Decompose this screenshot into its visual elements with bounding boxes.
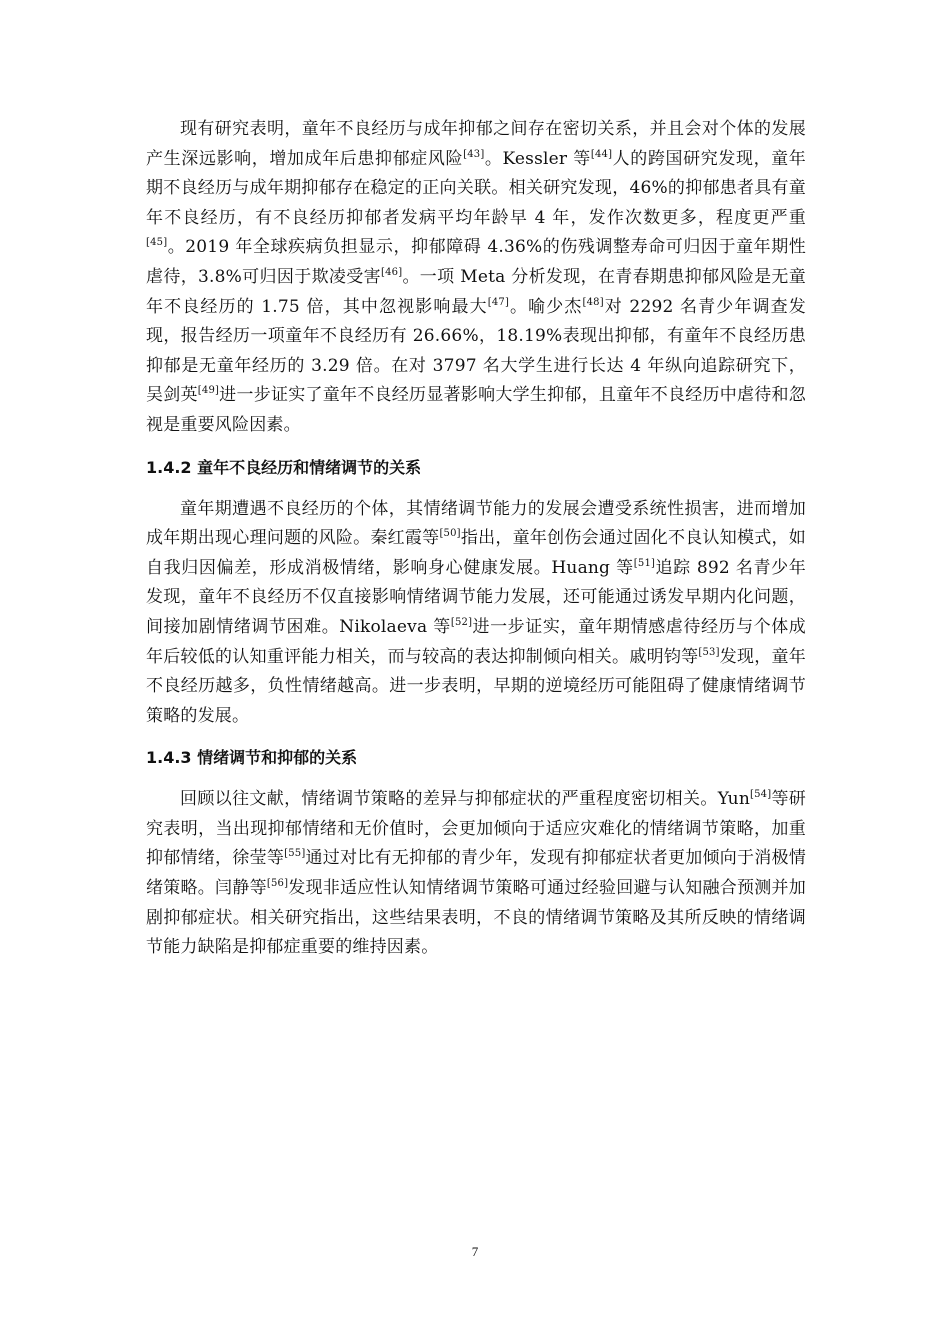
text-run: 发现，童年不良经历越多，负性情绪越高。进一步表明，早期的逆境经历可能阻碍了健康情绪调节策略的发展。 (146, 646, 806, 726)
page-number: 7 (471, 1244, 479, 1259)
section-heading-1-4-2: 1.4.2 童年不良经历和情绪调节的关系 (146, 457, 422, 477)
citation-ref: [50] (439, 528, 461, 540)
text-run: 对 2292 名青少年调查发现，报告经历一项童年不良经历有 26.66%，18.19%表现出抑郁，有童年不良经历患抑郁是无童年经历的 3.29 倍。在对 3797 名大学生进行长达 4 年纵向追踪研究下，吴剑英 (146, 296, 806, 406)
citation-ref: [56] (266, 878, 289, 890)
text-run: 进一步证实了童年不良经历显著影响大学生抑郁，且童年不良经历中虐待和忽视是重要风险因素。 (146, 385, 806, 435)
citation-ref: [49] (197, 385, 220, 397)
citation-ref: [55] (284, 848, 306, 860)
citation-ref: [43] (463, 148, 485, 160)
text-run: 。一项 Meta 分析发现，在青春期患抑郁风险是无童年不良经历的 1.75 倍，其中忽视影响最大 (146, 266, 806, 317)
text-run: 指出，童年创伤会通过固化不良认知模式，如自我归因偏差，形成消极情绪，影响身心健康发展。Huang 等 (146, 528, 807, 578)
section-heading-1-4-3: 1.4.3 情绪调节和抑郁的关系 (146, 748, 358, 768)
citation-ref: [47] (487, 296, 510, 308)
text-run: 回顾以往文献，情绪调节策略的差异与抑郁症状的严重程度密切相关。Yun (180, 789, 750, 810)
text-run: 。喻少杰 (509, 296, 583, 317)
text-run: 童年期遭遇不良经历的个体，其情绪调节能力的发展会遭受系统性损害，进而增加成年期出现心理问题的风险。秦红霞等 (146, 498, 806, 549)
citation-ref: [45] (146, 237, 168, 249)
page-content (146, 115, 806, 963)
text-run: 等研究表明，当出现抑郁情绪和无价值时，会更加倾向于适应灾难化的情绪调节策略，加重抑郁情绪，徐莹等 (146, 789, 806, 869)
citation-ref: [46] (380, 266, 403, 278)
citation-ref: [51] (633, 557, 656, 569)
paragraph-adversity-emotion-regulation (146, 495, 806, 732)
text-run: 追踪 892 名青少年发现，童年不良经历不仅直接影响情绪调节能力发展，还可能通过诱发早期内化问题，间接加剧情绪调节困难。Nikolaeva 等 (146, 557, 806, 637)
citation-ref: [54] (749, 789, 772, 801)
citation-ref: [44] (590, 148, 613, 160)
text-run: 发现非适应性认知情绪调节策略可通过经验回避与认知融合预测并加剧抑郁症状。相关研究指出，这些结果表明，不良的情绪调节策略及其所反映的情绪调节能力缺陷是抑郁症重要的维持因素。 (146, 878, 807, 958)
text-run: 。Kessler 等 (484, 148, 591, 169)
text-run: 。2019 年全球疾病负担显示，抑郁障碍 4.36%的伤残调整寿命可归因于童年期性虐待，3.8%可归因于欺凌受害 (146, 237, 806, 287)
paragraph-childhood-adversity-depression (146, 115, 806, 441)
text-run: 现有研究表明，童年不良经历与成年抑郁之间存在密切关系，并且会对个体的发展产生深远影响，增加成年后患抑郁症风险 (146, 119, 806, 169)
text-run: 人的跨国研究发现，童年期不良经历与成年期抑郁存在稳定的正向关联。相关研究发现，46%的抑郁患者具有童年不良经历，有不良经历抑郁者发病平均年龄早 4 年，发作次数更多，程度更严重 (146, 148, 807, 228)
citation-ref: [52] (450, 616, 473, 628)
citation-ref: [53] (698, 646, 720, 658)
paragraph-emotion-regulation-depression (146, 785, 806, 963)
citation-ref: [48] (582, 296, 604, 308)
text-run: 通过对比有无抑郁的青少年，发现有抑郁症状者更加倾向于消极情绪策略。闫静等 (146, 848, 806, 899)
text-run: 进一步证实，童年期情感虐待经历与个体成年后较低的认知重评能力相关，而与较高的表达抑制倾向相关。戚明钧等 (146, 616, 806, 667)
